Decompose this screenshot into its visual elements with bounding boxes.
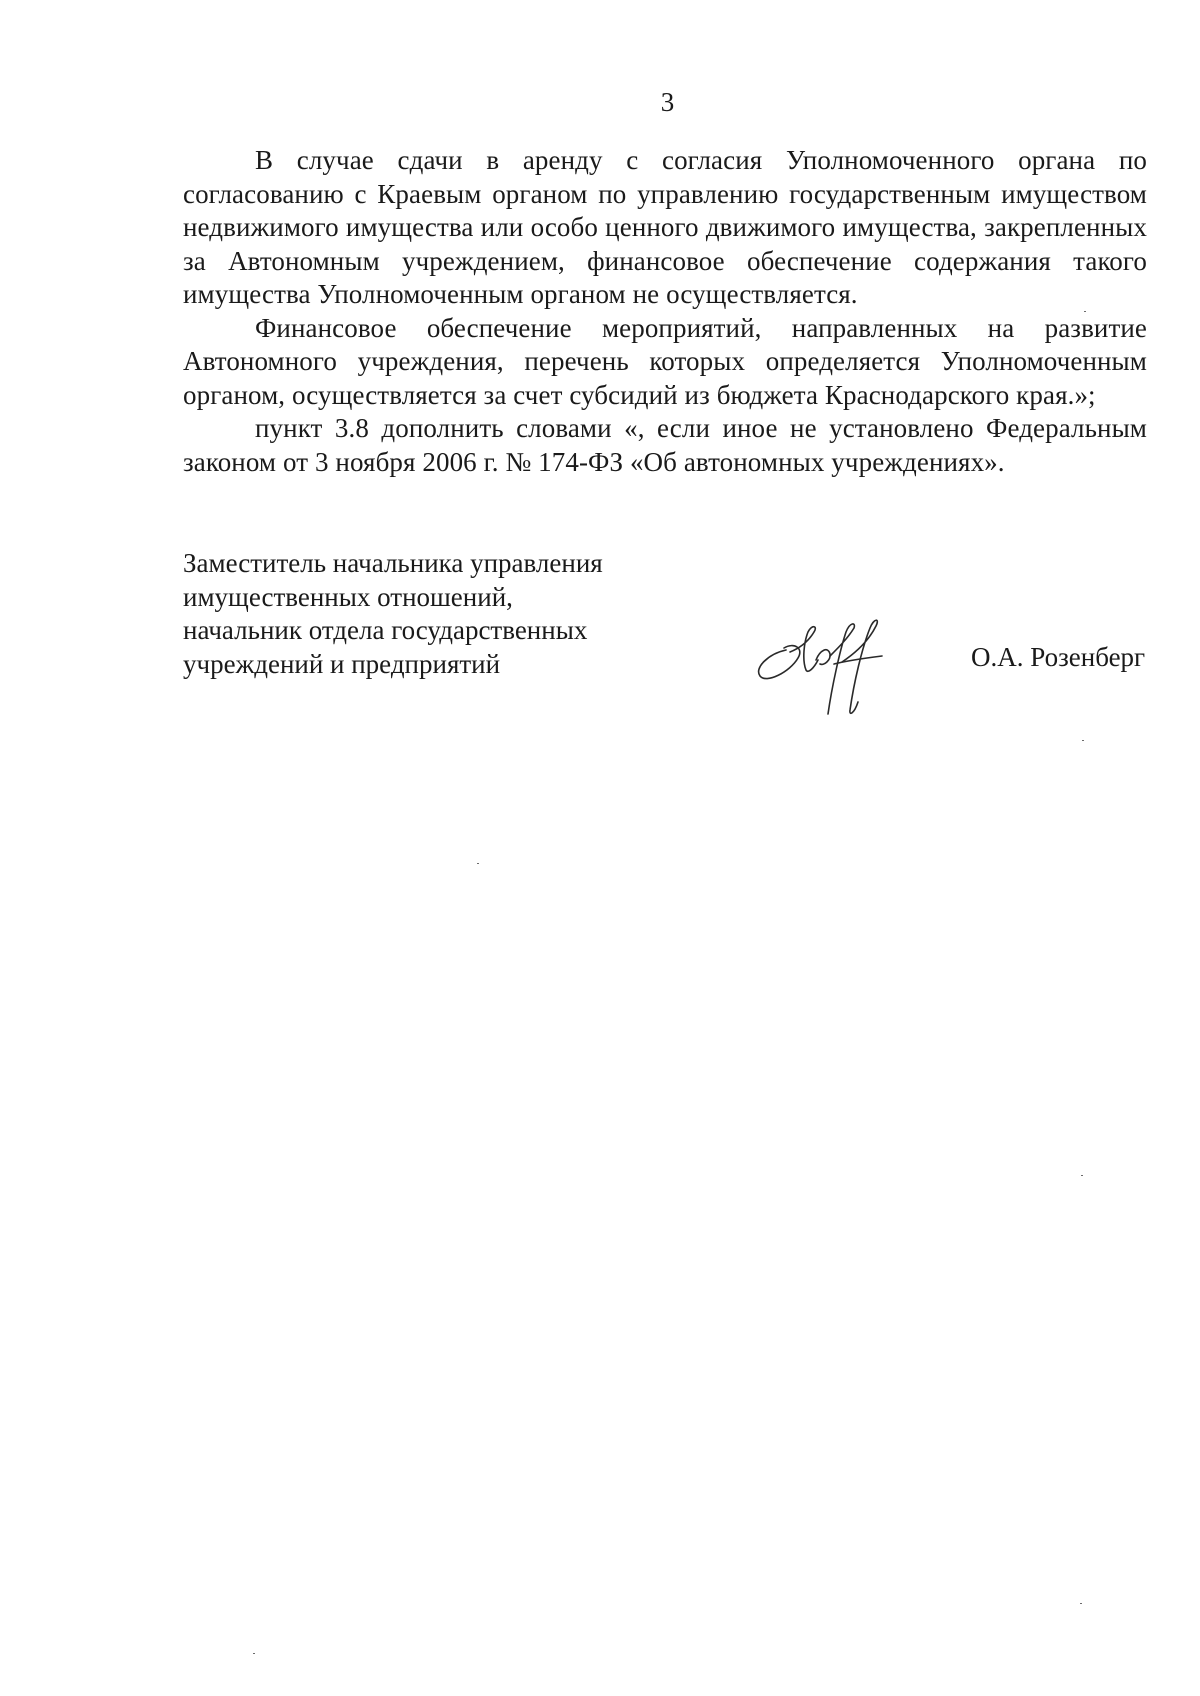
position-line: начальник отдела государственных xyxy=(183,615,588,645)
handwritten-signature xyxy=(746,602,916,722)
paragraph-development-funding: Финансовое обеспечение мероприятий, направленных на развитие Автономного учреждения, перечень которых определяется Уполномоченным органом, осуществляется за счет субсидий из бюджета Краснодарского края.»; xyxy=(183,312,1147,410)
scan-speck xyxy=(253,1653,255,1654)
page-number: 3 xyxy=(660,87,675,117)
paragraph-lease-maintenance: В случае сдачи в аренду с согласия Уполномоченного органа по согласованию с Краевым органом по управлению государственным имуществом недвижимого имущества или особо ценного движимого имущества, закрепленных за Автономным учреждением, финансовое обеспечение содержания такого имущества Уполномоченным органом не осуществляется. xyxy=(183,145,1147,309)
position-line: имущественных отношений, xyxy=(183,581,513,612)
signature-block xyxy=(183,547,1147,707)
position-line: учреждений и предприятий xyxy=(183,648,501,679)
document-body xyxy=(183,144,1147,479)
scan-speck xyxy=(477,863,479,864)
scan-speck xyxy=(1080,1603,1082,1604)
paragraph-clause-3-8: пункт 3.8 дополнить словами «, если иное не установлено Федеральным законом от 3 ноября 2006 г. № 174-ФЗ «Об автономных учреждениях». xyxy=(183,413,1147,477)
signatory-position xyxy=(183,547,703,681)
scan-speck xyxy=(1084,311,1086,312)
scan-speck xyxy=(1081,1175,1083,1176)
position-line: Заместитель начальника управления xyxy=(183,548,603,578)
scan-speck xyxy=(1082,740,1084,741)
signatory-name: О.А. Розенберг xyxy=(971,642,1146,672)
